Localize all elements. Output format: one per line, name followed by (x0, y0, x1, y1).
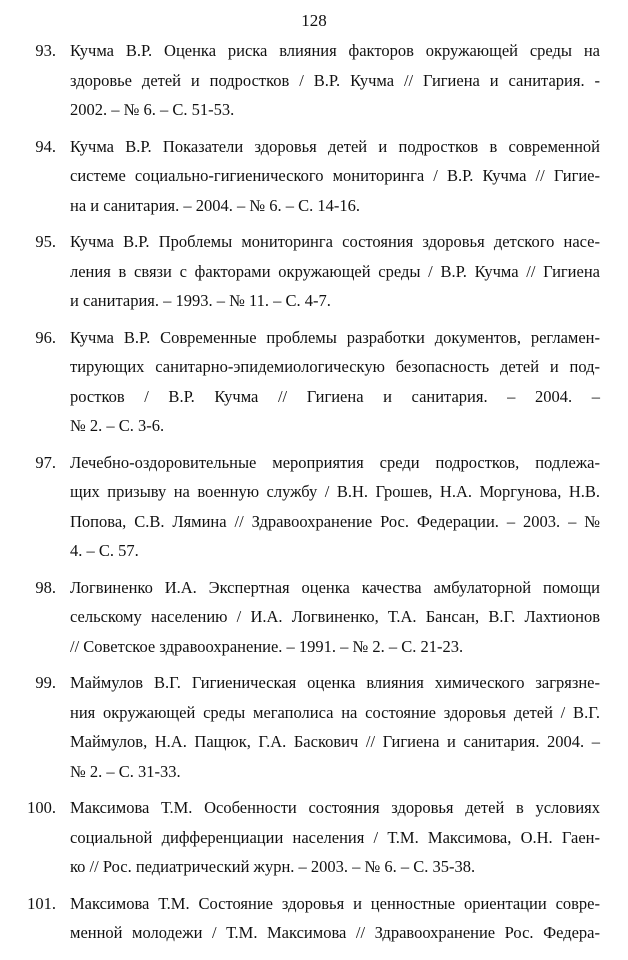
reference-line: ростков / В.Р. Кучма // Гигиена и санитария. – 2004. – (70, 386, 600, 406)
reference-line: ния окружающей среды мегаполиса на состояние здоровья детей / В.Г. (70, 702, 600, 722)
reference-line: № 2. – С. 3-6. (70, 416, 165, 435)
reference-text (70, 668, 600, 786)
reference-line: ко // Рос. педиатрический журн. – 2003. – № 6. – С. 35-38. (70, 857, 476, 876)
reference-line: Максимова Т.М. Особенности состояния здоровья детей в условиях (70, 798, 600, 817)
reference-line: и санитария. – 1993. – № 11. – С. 4-7. (70, 291, 331, 310)
reference-line: Попова, С.В. Лямина // Здравоохранение Рос. Федерации. – 2003. – № (70, 511, 600, 531)
reference-item (0, 36, 628, 125)
reference-line: Кучма В.Р. Проблемы мониторинга состояния здоровья детского насе- (70, 232, 600, 251)
reference-line: здоровье детей и подростков / В.Р. Кучма // Гигиена и санитария. - (70, 70, 600, 90)
reference-item (0, 132, 628, 221)
page-number: 128 (301, 11, 327, 30)
reference-number: 94. (35, 136, 56, 156)
reference-number: 96. (35, 327, 56, 347)
reference-number: 98. (35, 577, 56, 597)
reference-line: социальной дифференциации населения / Т.М. Максимова, О.Н. Гаен- (70, 827, 600, 847)
reference-text (70, 793, 600, 882)
reference-line: системе социально-гигиенического мониторинга / В.Р. Кучма // Гигие- (70, 166, 600, 185)
reference-line: № 2. – С. 31-33. (70, 761, 181, 781)
reference-item (0, 323, 628, 441)
reference-text (70, 132, 600, 221)
reference-line: сельскому населению / И.А. Логвиненко, Т.А. Бансан, В.Г. Лахтионов (70, 607, 600, 626)
reference-number: 101. (27, 893, 56, 913)
reference-line: Максимова Т.М. Состояние здоровья и ценностные ориентации совре- (70, 893, 600, 913)
reference-line: ления в связи с факторами окружающей среды / В.Р. Кучма // Гигиена (70, 261, 600, 281)
reference-line: на и санитария. – 2004. – № 6. – С. 14-16. (70, 195, 361, 215)
reference-number: 93. (35, 41, 56, 60)
reference-number: 100. (27, 798, 56, 817)
reference-text (70, 227, 600, 316)
reference-line: // Советское здравоохранение. – 1991. – № 2. – С. 21-23. (70, 636, 464, 656)
reference-line: Лечебно-оздоровительные мероприятия среди подростков, подлежа- (70, 452, 600, 472)
reference-line: менной молодежи / Т.М. Максимова // Здравоохранение Рос. Федера- (70, 923, 600, 942)
reference-line: 4. – С. 57. (70, 541, 139, 560)
reference-item (0, 889, 628, 948)
reference-list (0, 36, 628, 955)
reference-line: тирующих санитарно-эпидемиологическую безопасность детей и под- (70, 357, 600, 376)
reference-line: Маймулов В.Г. Гигиеническая оценка влияния химического загрязне- (70, 673, 600, 692)
reference-line: 2002. – № 6. – С. 51-53. (70, 100, 235, 119)
reference-item (0, 448, 628, 566)
reference-item (0, 793, 628, 882)
reference-line: щих призыву на военную службу / В.Н. Грошев, Н.А. Моргунова, Н.В. (70, 482, 600, 501)
reference-text (70, 36, 600, 125)
reference-number: 95. (35, 232, 56, 251)
reference-item (0, 573, 628, 662)
reference-number: 99. (35, 673, 56, 692)
reference-text (70, 448, 600, 566)
reference-number: 97. (35, 452, 56, 472)
reference-text (70, 323, 600, 441)
reference-item (0, 668, 628, 786)
reference-line: Кучма В.Р. Современные проблемы разработки документов, регламен- (70, 327, 600, 347)
reference-line: Кучма В.Р. Показатели здоровья детей и подростков в современной (70, 136, 600, 156)
reference-line: Кучма В.Р. Оценка риска влияния факторов окружающей среды на (70, 41, 600, 60)
reference-text (70, 889, 600, 948)
reference-text (70, 573, 600, 662)
reference-line: Маймулов, Н.А. Пащюк, Г.А. Баскович // Гигиена и санитария. 2004. – (70, 732, 600, 751)
reference-item (0, 227, 628, 316)
reference-line: Логвиненко И.А. Экспертная оценка качества амбулаторной помощи (70, 577, 600, 597)
